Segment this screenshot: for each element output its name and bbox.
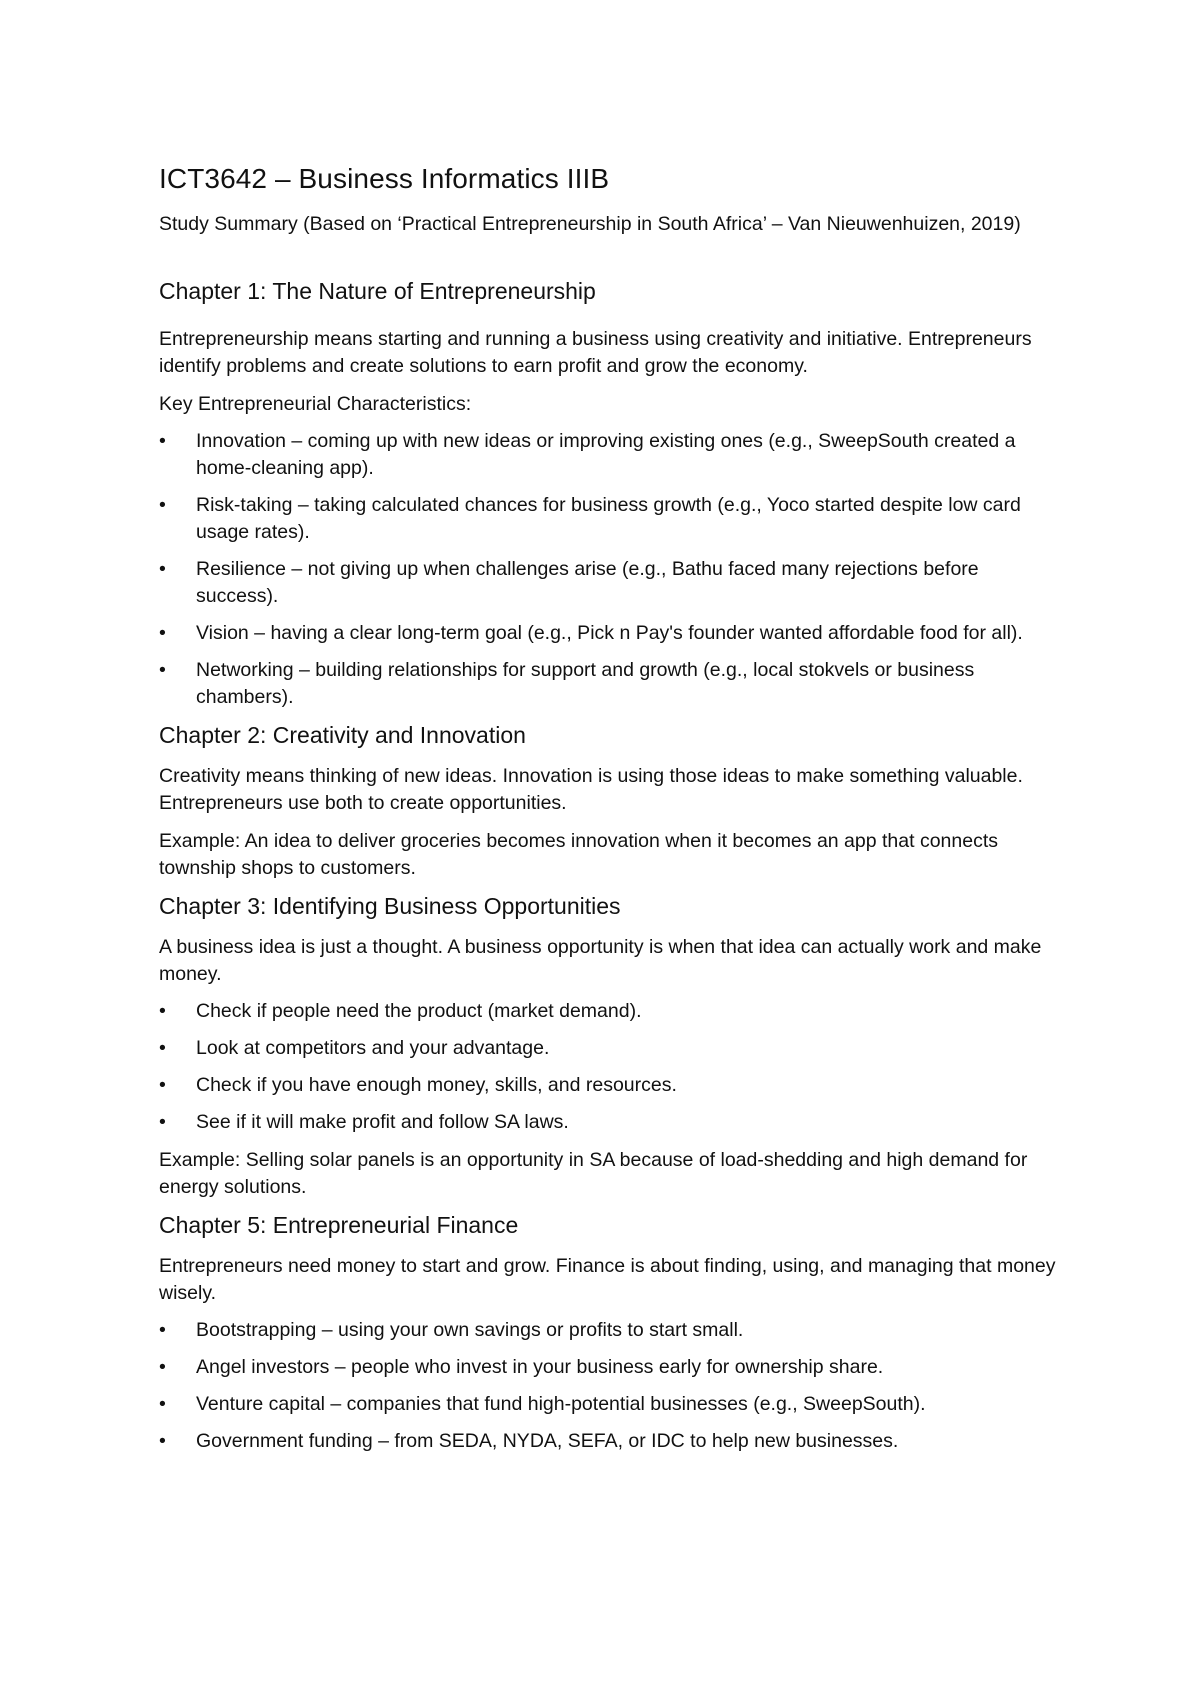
list-item-text: Angel investors – people who invest in your business early for ownership share. — [196, 1356, 884, 1378]
list-item-text: Resilience – not giving up when challenges arise (e.g., Bathu faced many rejections before success). — [196, 558, 979, 607]
list-item — [159, 998, 1059, 1025]
bullet-icon: • — [159, 622, 166, 644]
chapter-5 — [159, 1211, 1059, 1455]
document-title: ICT3642 – Business Informatics IIIB — [159, 163, 610, 194]
key-characteristics-label: Key Entrepreneurial Characteristics: — [159, 393, 472, 415]
list-item — [159, 1035, 1059, 1062]
bullet-icon: • — [159, 1000, 166, 1022]
chapter-3-intro: A business idea is just a thought. A business opportunity is when that idea can actually work and make money. — [159, 936, 1042, 985]
document-page — [159, 150, 1059, 1455]
characteristics-list — [159, 428, 1059, 711]
chapter-2-example: Example: An idea to deliver groceries becomes innovation when it becomes an app that connects township shops to customers. — [159, 830, 998, 879]
chapter-2 — [159, 721, 1059, 882]
list-item-text: Networking – building relationships for support and growth (e.g., local stokvels or business chambers). — [196, 659, 975, 708]
list-item-text: Government funding – from SEDA, NYDA, SEFA, or IDC to help new businesses. — [196, 1430, 899, 1452]
chapter-1-heading: Chapter 1: The Nature of Entrepreneurship — [159, 278, 596, 304]
bullet-icon: • — [159, 430, 166, 452]
list-item-text: See if it will make profit and follow SA laws. — [196, 1111, 569, 1133]
chapter-1 — [159, 277, 1059, 711]
list-item-text: Venture capital – companies that fund high-potential businesses (e.g., SweepSouth). — [196, 1393, 926, 1415]
list-item — [159, 1391, 1059, 1418]
chapter-1-intro: Entrepreneurship means starting and running a business using creativity and initiative. Entrepreneurs identify problems and create solutions to earn profit and grow the economy. — [159, 328, 1032, 377]
bullet-icon: • — [159, 558, 166, 580]
bullet-icon: • — [159, 1074, 166, 1096]
chapter-2-heading: Chapter 2: Creativity and Innovation — [159, 722, 526, 748]
list-item — [159, 1109, 1059, 1136]
chapter-5-intro: Entrepreneurs need money to start and grow. Finance is about finding, using, and managing that money wisely. — [159, 1255, 1056, 1304]
document-subtitle: Study Summary (Based on ‘Practical Entrepreneurship in South Africa’ – Van Nieuwenhuizen, 2019) — [159, 213, 1021, 235]
chapter-5-heading: Chapter 5: Entrepreneurial Finance — [159, 1212, 519, 1238]
bullet-icon: • — [159, 1430, 166, 1452]
list-item — [159, 657, 1059, 711]
list-item — [159, 1354, 1059, 1381]
list-item — [159, 428, 1059, 482]
chapter-3 — [159, 892, 1059, 1201]
chapter-3-example: Example: Selling solar panels is an opportunity in SA because of load-shedding and high demand for energy solutions. — [159, 1149, 1028, 1198]
list-item — [159, 1317, 1059, 1344]
bullet-icon: • — [159, 1356, 166, 1378]
bullet-icon: • — [159, 1393, 166, 1415]
opportunity-checklist — [159, 998, 1059, 1136]
bullet-icon: • — [159, 1319, 166, 1341]
bullet-icon: • — [159, 1037, 166, 1059]
list-item — [159, 556, 1059, 610]
bullet-icon: • — [159, 659, 166, 681]
list-item-text: Risk-taking – taking calculated chances for business growth (e.g., Yoco started despite low card usage rates). — [196, 494, 1021, 543]
list-item-text: Look at competitors and your advantage. — [196, 1037, 550, 1059]
list-item-text: Check if you have enough money, skills, and resources. — [196, 1074, 677, 1096]
bullet-icon: • — [159, 494, 166, 516]
list-item — [159, 620, 1059, 647]
chapter-2-intro: Creativity means thinking of new ideas. Innovation is using those ideas to make something valuable. Entrepreneurs use both to create opportunities. — [159, 765, 1023, 814]
bullet-icon: • — [159, 1111, 166, 1133]
list-item — [159, 1428, 1059, 1455]
chapter-3-heading: Chapter 3: Identifying Business Opportunities — [159, 893, 621, 919]
list-item-text: Vision – having a clear long-term goal (e.g., Pick n Pay's founder wanted affordable food for all). — [196, 622, 1023, 644]
list-item-text: Check if people need the product (market demand). — [196, 1000, 642, 1022]
list-item — [159, 492, 1059, 546]
list-item-text: Bootstrapping – using your own savings or profits to start small. — [196, 1319, 744, 1341]
finance-sources-list — [159, 1317, 1059, 1455]
list-item-text: Innovation – coming up with new ideas or improving existing ones (e.g., SweepSouth created a home-cleaning app). — [196, 430, 1016, 479]
list-item — [159, 1072, 1059, 1099]
